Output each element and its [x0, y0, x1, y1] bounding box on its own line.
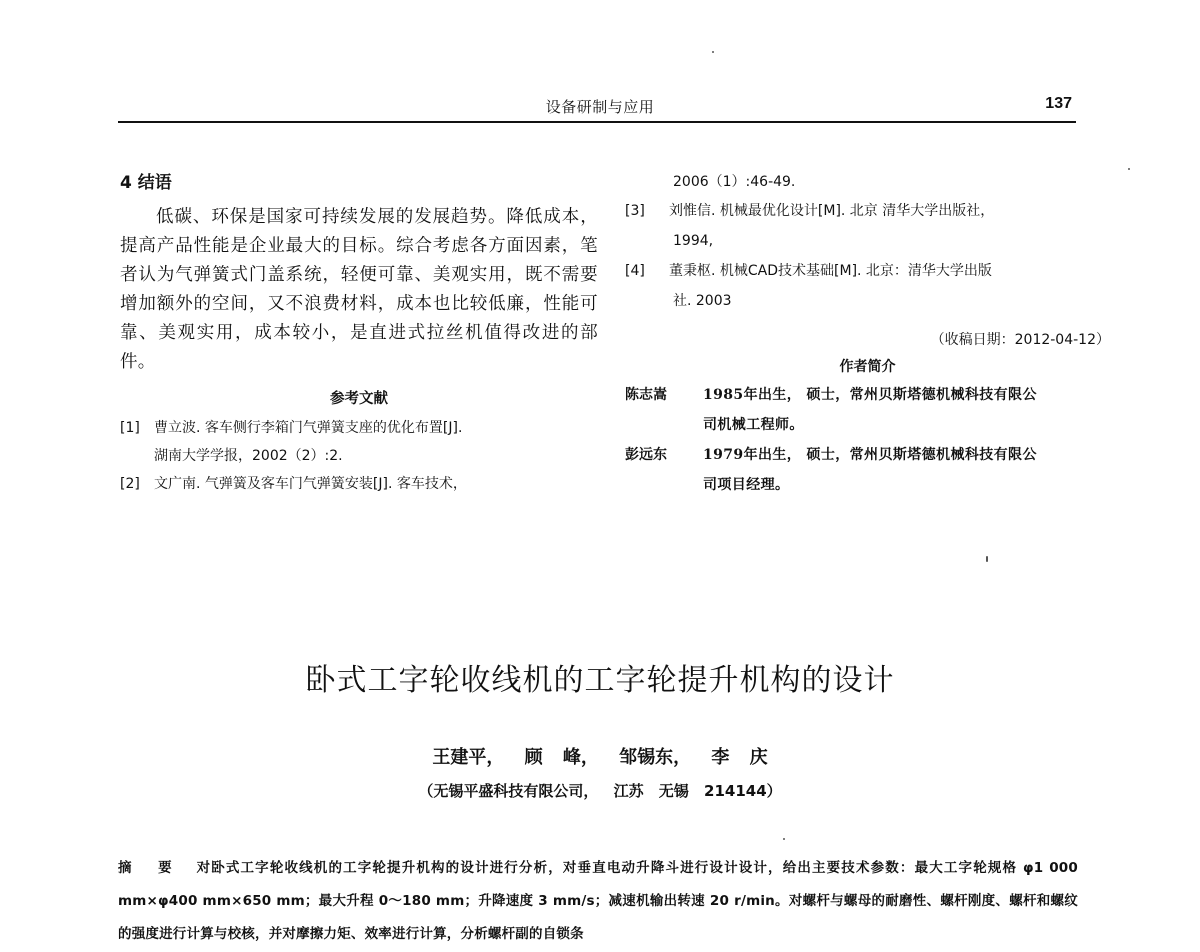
reference-continuation: 社. 2003 — [673, 293, 732, 309]
article-affiliation: （无锡平盛科技有限公司， 江苏 无锡 214144） — [418, 782, 782, 800]
author-bio-text: 1979年出生， 硕士，常州贝斯塔德机械科技有限公 — [703, 447, 1037, 463]
author-name: 陈志嵩 — [625, 387, 667, 403]
right-column — [625, 168, 1110, 500]
reference-number: [4] — [625, 263, 645, 279]
author-bio-text: 1985年出生， 硕士，常州贝斯塔德机械科技有限公 — [703, 387, 1037, 403]
author-bio-continuation: 司项目经理。 — [703, 477, 790, 493]
references-title: 参考文献 — [330, 391, 388, 407]
author-bio-2 — [625, 440, 1110, 470]
page-number: 137 — [1045, 95, 1072, 112]
left-column — [120, 168, 598, 498]
reference-text: 曹立波. 客车侧行李箱门气弹簧支座的优化布置[J]. — [154, 420, 463, 436]
reference-text: 董秉枢. 机械CAD技术基础[M]. 北京：清华大学出版 — [669, 263, 992, 279]
reference-continuation: 2006（1）:46-49. — [673, 174, 796, 190]
abstract-label: 摘 要 — [118, 860, 183, 876]
reference-item-4 — [625, 256, 1110, 286]
conclusion-paragraph: 低碳、环保是国家可持续发展的发展趋势。降低成本，提高产品性能是企业最大的目标。综合考虑各方面因素，笔者认为气弹簧式门盖系统，轻便可靠、美观实用，既不需要增加额外的空间，又不浪费材料，成本也比较低廉，性能可靠、美观实用，成本较小，是直进式拉丝机值得改进的部件。 — [120, 207, 598, 372]
running-header: 设备研制与应用 — [545, 98, 655, 116]
reference-item-3 — [625, 196, 1110, 226]
received-date: （收稿日期：2012-04-12） — [930, 332, 1110, 348]
scan-speck — [986, 556, 988, 562]
reference-continuation: 1994, — [673, 233, 714, 249]
reference-number: [1] — [120, 420, 140, 436]
reference-continuation: 湖南大学学报，2002（2）:2. — [154, 448, 343, 464]
article-authors: 王建平， 顾 峰， 邹锡东， 李 庆 — [432, 747, 768, 768]
conclusion-heading: 4 结语 — [120, 173, 172, 193]
author-bio-1 — [625, 380, 1110, 410]
author-intro-title: 作者简介 — [839, 359, 896, 375]
reference-number: [3] — [625, 203, 645, 219]
article-title: 卧式工字轮收线机的工字轮提升机构的设计 — [305, 663, 895, 698]
reference-number: [2] — [120, 476, 140, 492]
header-rule — [118, 121, 1076, 123]
reference-text: 文广南. 气弹簧及客车门气弹簧安装[J]. 客车技术， — [154, 476, 467, 492]
reference-item-2 — [120, 470, 598, 498]
scan-speck — [712, 51, 714, 53]
scan-speck — [783, 838, 785, 840]
author-name: 彭远东 — [625, 447, 667, 463]
reference-text: 刘惟信. 机械最优化设计[M]. 北京 清华大学出版社， — [669, 203, 995, 219]
abstract-text: 对卧式工字轮收线机的工字轮提升机构的设计进行分析，对垂直电动升降斗进行设计设计，给出主要技术参数：最大工字轮规格 φ1 000 mm×φ400 mm×650 mm；最大升程 0～180 mm；升降速度 3 mm/s；减速机输出转速 20 r/min。对螺杆与螺母的耐磨性、螺杆刚度、螺杆和螺纹的强度进行计算与校核，并对摩擦力矩、效率进行计算，分析螺杆副的自锁条 — [118, 860, 1078, 942]
scan-speck — [1128, 168, 1130, 170]
author-bio-continuation: 司机械工程师。 — [703, 417, 804, 433]
reference-item-1 — [120, 414, 598, 442]
abstract-block — [118, 852, 1078, 951]
